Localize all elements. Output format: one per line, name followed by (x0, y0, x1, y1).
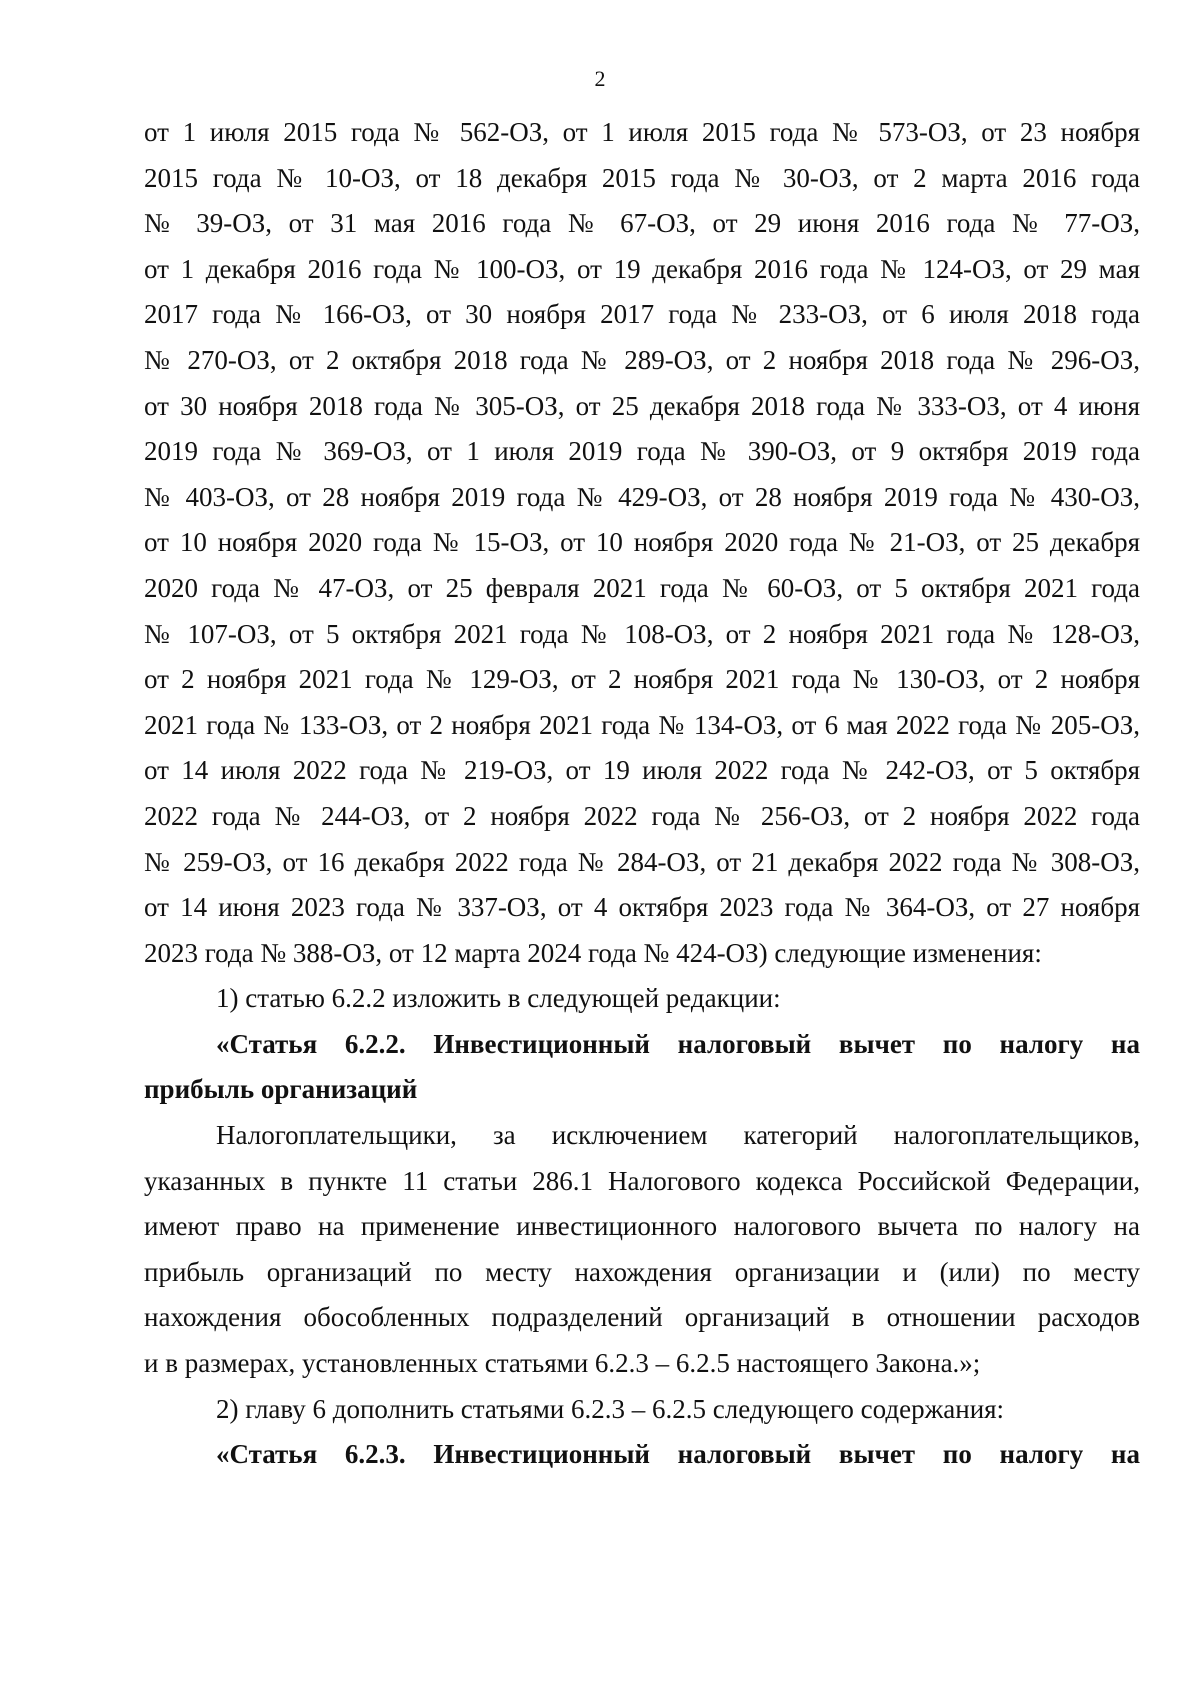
text-line: прибыль организаций по месту нахождения организации и (или) по месту (144, 1256, 1140, 1287)
text-line: имеют право на применение инвестиционного налогового вычета по налогу на (144, 1211, 1140, 1242)
page-number: 2 (594, 66, 606, 91)
text-line: нахождения обособленных подразделений организаций в отношении расходов (144, 1302, 1140, 1333)
item-1: 1) статью 6.2.2 изложить в следующей редакции: (216, 983, 781, 1014)
text-line: от 30 ноября 2018 года № 305-ОЗ, от 25 декабря 2018 года № 333-ОЗ, от 4 июня (144, 390, 1140, 421)
text-line: 2022 года № 244-ОЗ, от 2 ноября 2022 года № 256-ОЗ, от 2 ноября 2022 года (144, 800, 1140, 831)
text-line: № 403-ОЗ, от 28 ноября 2019 года № 429-ОЗ, от 28 ноября 2019 года № 430-ОЗ, (144, 481, 1140, 512)
text-line: от 10 ноября 2020 года № 15-ОЗ, от 10 ноября 2020 года № 21-ОЗ, от 25 декабря (144, 527, 1140, 558)
text-line: 2021 года № 133-ОЗ, от 2 ноября 2021 года № 134-ОЗ, от 6 мая 2022 года № 205-ОЗ, (144, 709, 1140, 740)
text-line: № 107-ОЗ, от 5 октября 2021 года № 108-ОЗ, от 2 ноября 2021 года № 128-ОЗ, (144, 618, 1140, 649)
article-heading-6-2-2-continuation: прибыль организаций (144, 1074, 418, 1105)
text-line: от 14 июля 2022 года № 219-ОЗ, от 19 июля 2022 года № 242-ОЗ, от 5 октября (144, 755, 1140, 786)
document-body (144, 110, 1140, 1478)
article-heading-6-2-2: «Статья 6.2.2. Инвестиционный налоговый вычет по налогу на (216, 1028, 1140, 1059)
text-line: № 259-ОЗ, от 16 декабря 2022 года № 284-ОЗ, от 21 декабря 2022 года № 308-ОЗ, (144, 846, 1140, 877)
item-2: 2) главу 6 дополнить статьями 6.2.3 – 6.2.5 следующего содержания: (216, 1393, 1005, 1424)
text-line: 2023 года № 388-ОЗ, от 12 марта 2024 года № 424-ОЗ) следующие изменения: (144, 937, 1042, 968)
text-line: 2015 года № 10-ОЗ, от 18 декабря 2015 года № 30-ОЗ, от 2 марта 2016 года (144, 162, 1140, 193)
text-line: от 2 ноября 2021 года № 129-ОЗ, от 2 ноября 2021 года № 130-ОЗ, от 2 ноября (144, 664, 1140, 695)
text-line: 2020 года № 47-ОЗ, от 25 февраля 2021 года № 60-ОЗ, от 5 октября 2021 года (144, 572, 1140, 603)
text-line: 2019 года № 369-ОЗ, от 1 июля 2019 года № 390-ОЗ, от 9 октября 2019 года (144, 436, 1140, 467)
text-line: и в размерах, установленных статьями 6.2.3 – 6.2.5 настоящего Закона.»; (144, 1348, 981, 1379)
text-line: 2017 года № 166-ОЗ, от 30 ноября 2017 года № 233-ОЗ, от 6 июля 2018 года (144, 299, 1140, 330)
article-heading-6-2-3: «Статья 6.2.3. Инвестиционный налоговый вычет по налогу на (216, 1439, 1140, 1470)
text-line: № 270-ОЗ, от 2 октября 2018 года № 289-ОЗ, от 2 ноября 2018 года № 296-ОЗ, (144, 344, 1140, 375)
text-line: от 14 июня 2023 года № 337-ОЗ, от 4 октября 2023 года № 364-ОЗ, от 27 ноября (144, 892, 1140, 923)
text-line: указанных в пункте 11 статьи 286.1 Налогового кодекса Российской Федерации, (144, 1165, 1140, 1196)
text-line: № 39-ОЗ, от 31 мая 2016 года № 67-ОЗ, от 29 июня 2016 года № 77-ОЗ, (144, 208, 1140, 239)
text-line: Налогоплательщики, за исключением категорий налогоплательщиков, (216, 1120, 1140, 1151)
text-line: от 1 июля 2015 года № 562-ОЗ, от 1 июля 2015 года № 573-ОЗ, от 23 ноября (144, 117, 1140, 147)
text-line: от 1 декабря 2016 года № 100-ОЗ, от 19 декабря 2016 года № 124-ОЗ, от 29 мая (144, 253, 1140, 284)
